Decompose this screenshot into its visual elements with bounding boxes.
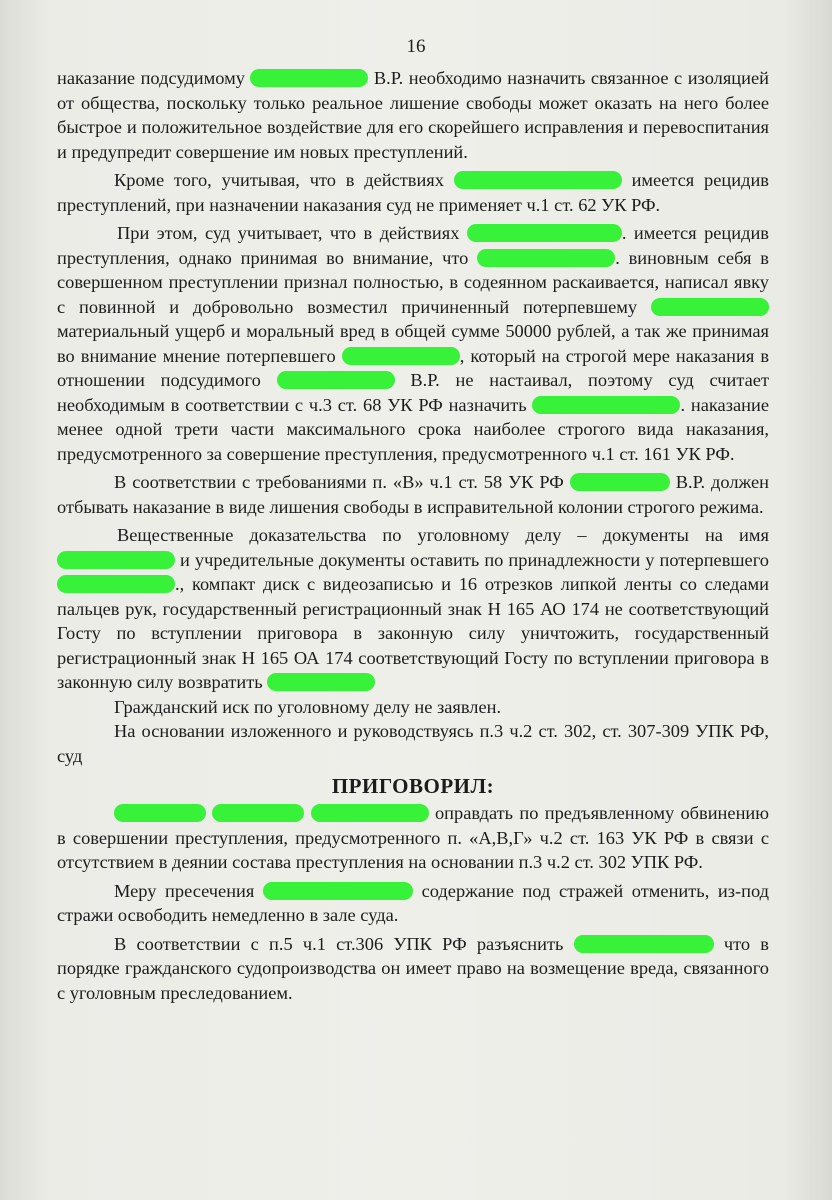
page-number: 16 <box>406 36 426 57</box>
redaction-mark <box>570 473 670 491</box>
verdict-heading: ПРИГОВОРИЛ: <box>331 774 495 798</box>
redaction-mark <box>454 171 622 189</box>
redaction-mark <box>311 804 429 822</box>
redaction-mark <box>467 224 622 242</box>
text: , который на строгой мере наказания в отношении подсудимого <box>57 345 769 390</box>
redaction-mark <box>267 673 375 691</box>
text: В.Р. не настаивал, поэтому суд считает необходимым в соответствии с ч.3 ст. 68 УК РФ назначить <box>57 370 769 415</box>
redaction-mark <box>532 396 680 414</box>
redaction-mark <box>57 551 175 569</box>
text: ., компакт диск с видеозаписью и 16 отрезков липкой ленты со следами пальцев рук, государственный регистрационный знак Н 165 АО 174 не соответствующий Госту по вступлении приговора в законную силу уничтожить, государственный регистрационный знак Н 165 ОА 174 соответствующий Госту по вступлении приговора в законную силу возвратить <box>57 574 769 692</box>
redaction-mark <box>212 804 304 822</box>
redaction-mark <box>250 69 368 87</box>
paragraph-2 <box>57 168 769 217</box>
paragraph-9 <box>57 879 769 928</box>
paragraph-4 <box>57 470 769 519</box>
text: что в порядке гражданского судопроизводства он имеет право на возмещение вреда, связанного с уголовным преследованием. <box>57 933 769 1003</box>
paragraph-1 <box>57 66 769 164</box>
redaction-mark <box>477 249 615 267</box>
paragraph-7: На основании изложенного и руководствуясь п.3 ч.2 ст. 302, ст. 307-309 УПК РФ, суд <box>57 721 769 766</box>
text: Вещественные доказательства по уголовному делу – документы на имя <box>117 525 769 545</box>
redaction-mark <box>263 882 413 900</box>
text: В соответствии с требованиями п. «В» ч.1 ст. 58 УК РФ <box>114 472 564 492</box>
document-body <box>57 66 769 1005</box>
text: При этом, суд учитывает, что в действиях <box>117 223 460 243</box>
text: материальный ущерб и моральный вред в общей сумме 50000 рублей, а так же принимая во внимание мнение потерпевшего <box>57 321 769 366</box>
text: В соответствии с п.5 ч.1 ст.306 УПК РФ разъяснить <box>114 933 564 954</box>
paragraph-3 <box>57 221 769 466</box>
text: . имеется рецидив преступления, однако принимая во внимание, что <box>57 223 769 268</box>
text: Кроме того, учитывая, что в действиях <box>114 170 444 190</box>
redaction-mark <box>651 298 769 316</box>
redaction-mark <box>57 575 175 593</box>
text: В.Р. должен отбывать наказание в виде лишения свободы в исправительной колонии строгого режима. <box>57 472 770 517</box>
paragraph-5 <box>57 523 769 695</box>
text: В.Р. необходимо назначить связанное с изоляцией от общества, поскольку только реальное лишение свободы может оказать на него более быстрое и положительное воздействие для его скорейшего исправления и перевоспитания и предупредит совершение им новых преступлений. <box>57 68 769 162</box>
text: оправдать по предъявленному обвинению в совершении преступления, предусмотренного п. «А,В,Г» ч.2 ст. 163 УК РФ в связи с отсутствием в деянии состава преступления на основании п.3 ч.2 ст. 302 УПК РФ. <box>57 803 769 872</box>
paragraph-8 <box>57 801 769 875</box>
text: Меру пресечения <box>114 880 255 901</box>
text: и учредительные документы оставить по принадлежности у потерпевшего <box>180 549 769 570</box>
text: наказание подсудимому <box>57 68 245 88</box>
redaction-mark <box>277 371 395 389</box>
paragraph-6: Гражданский иск по уголовному делу не заявлен. <box>114 696 502 717</box>
text: . наказание менее одной трети части максимального срока наиболее строгого вида наказания, предусмотренного за совершение преступления, предусмотренного ч.1 ст. 161 УК РФ. <box>57 394 769 464</box>
paragraph-10 <box>57 932 769 1006</box>
redaction-mark <box>342 347 460 365</box>
redaction-mark <box>574 935 714 953</box>
text: . виновным себя в совершенном преступлении признал полностью, в содеянном раскаивается, написал явку с повинной и добровольно возместил причиненный потерпевшему <box>57 247 769 317</box>
text: содержание под стражей отменить, из-под стражи освободить немедленно в зале суда. <box>57 880 770 925</box>
redaction-mark <box>114 804 206 822</box>
text: имеется рецидив преступлений, при назначении наказания суд не применяет ч.1 ст. 62 УК РФ. <box>57 170 769 215</box>
